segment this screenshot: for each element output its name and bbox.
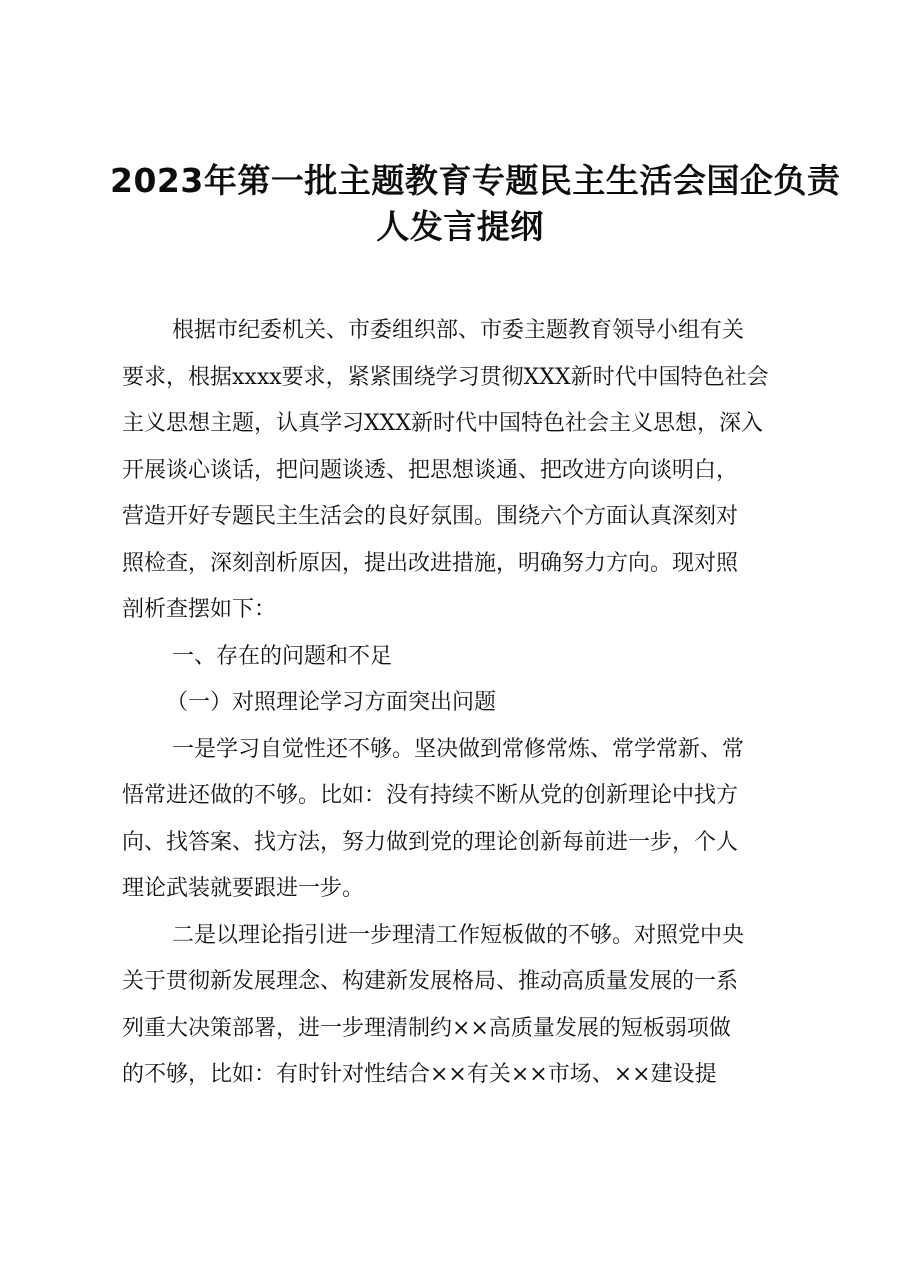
p1-line-2: 要求，根据xxxx要求，紧紧围绕学习贯彻XXX新时代中国特色社会: [122, 364, 769, 390]
document-title: [110, 158, 841, 250]
p2-line-4: 理论武装就要跟进一步。: [122, 876, 365, 901]
section-heading-2: （一）对照理论学习方面突出问题: [166, 690, 497, 715]
p1-line-5: 营造开好专题民主生活会的良好氛围。围绕六个方面认真深刻对: [122, 504, 739, 529]
p1-line-3: 主义思想主题，认真学习XXX新时代中国特色社会主义思想，深入: [122, 411, 763, 436]
title-line-1: 2023年第一批主题教育专题民主生活会国企负责: [110, 161, 841, 200]
title-line-2: 人发言提纲: [376, 207, 544, 246]
p3-line-4: 的不够，比如：有时针对性结合××有关××市场、××建设提: [122, 1062, 717, 1087]
p3-line-1: 二是以理论指引进一步理清工作短板做的不够。对照党中央: [172, 922, 745, 948]
p1-line-6: 照检查，深刻剖析原因，提出改进措施，明确努力方向。现对照: [122, 550, 739, 576]
p1-line-4: 开展谈心谈话，把问题谈透、把思想谈通、把改进方向谈明白，: [122, 457, 739, 483]
p2-line-3: 向、找答案、找方法，努力做到党的理论创新每前进一步，个人: [122, 829, 739, 855]
p1-line-1: 根据市纪委机关、市委组织部、市委主题教育领导小组有关: [172, 318, 745, 343]
p2-line-2: 悟常进还做的不够。比如：没有持续不断从党的创新理论中找方: [122, 783, 739, 808]
section-heading-1: 一、存在的问题和不足: [172, 643, 393, 669]
p3-line-3: 列重大决策部署，进一步理清制约××高质量发展的短板弱项做: [122, 1015, 731, 1041]
p1-line-7: 剖析查摆如下：: [122, 597, 277, 622]
p2-line-1: 一是学习自觉性还不够。坚决做到常修常炼、常学常新、常: [172, 736, 745, 762]
document-body: [122, 308, 812, 1099]
p3-line-2: 关于贯彻新发展理念、构建新发展格局、推动高质量发展的一系: [122, 969, 739, 994]
